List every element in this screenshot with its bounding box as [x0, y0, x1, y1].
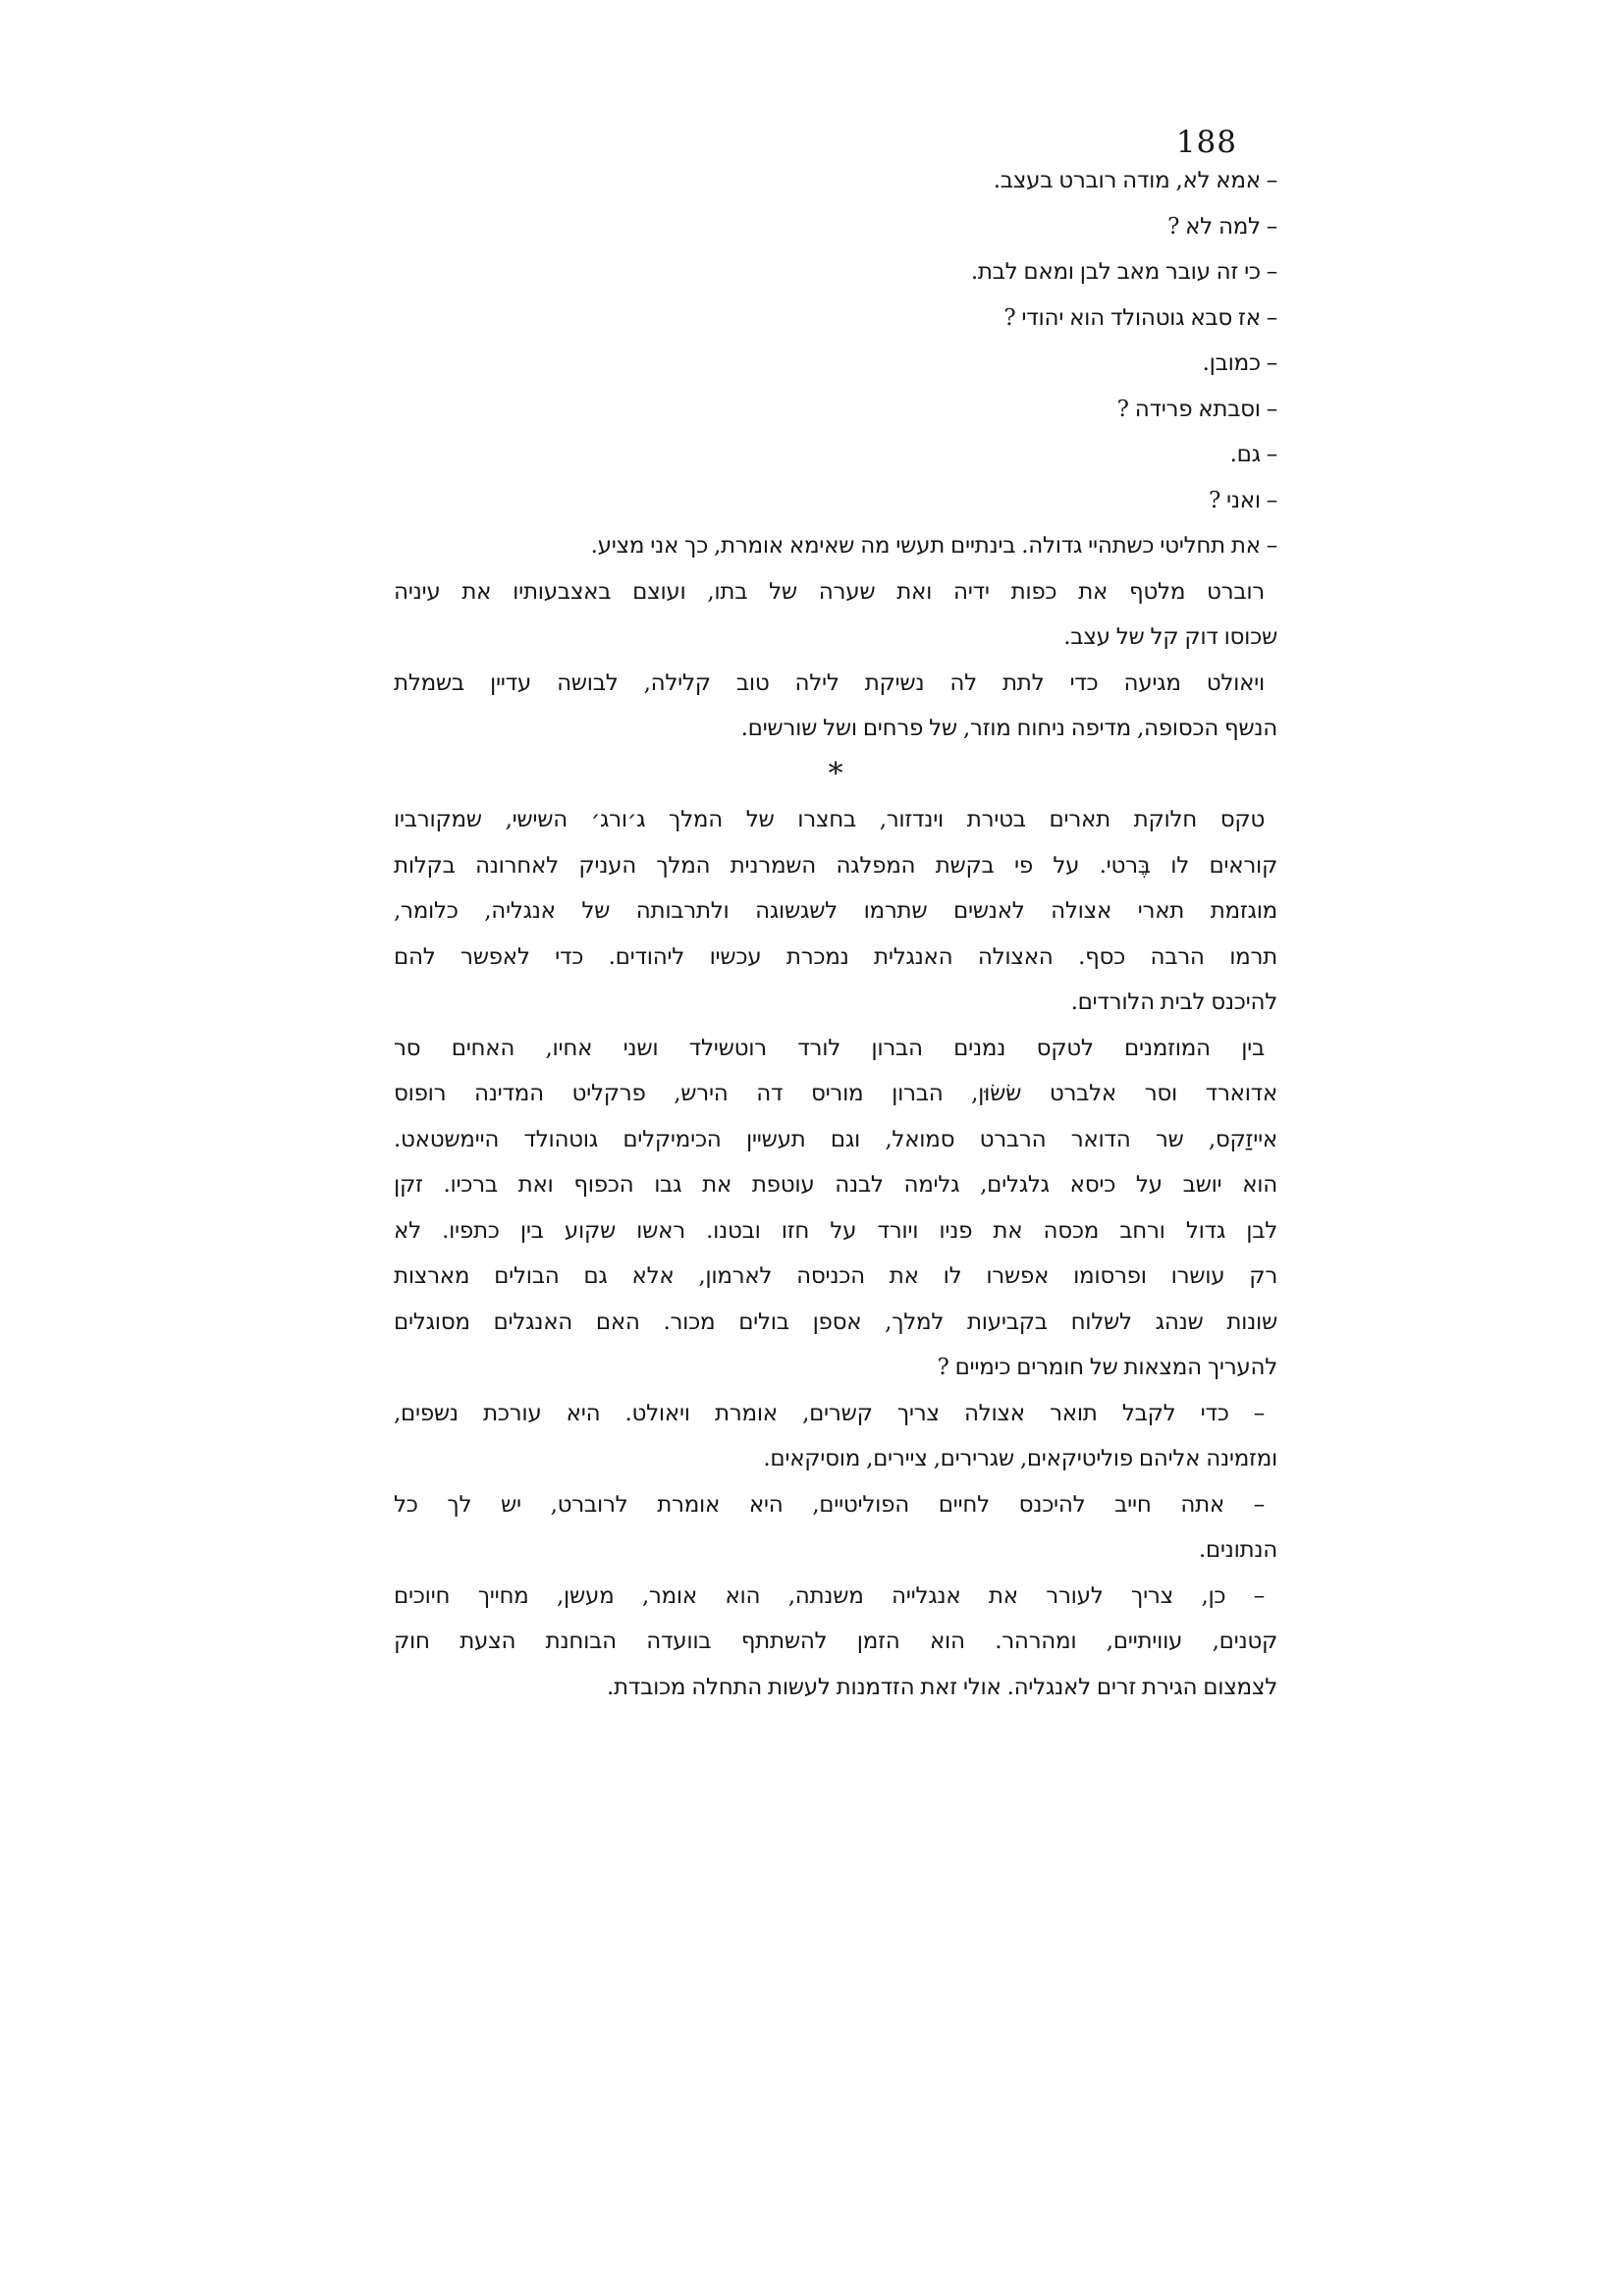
text-line: לצמצום הגירת זרים לאנגליה. אולי זאת הזדמנות לעשות התחלה מכובדת.: [606, 1674, 1277, 1700]
page-text: [394, 158, 1277, 1710]
text-line: תרמו הרבה כסף. האצולה האנגלית נמכרת עכשיו ליהודים. כדי לאפשר להם: [394, 943, 1277, 970]
text-line: – כי זה עובר מאב לבן ומאם לבת.: [970, 259, 1277, 285]
text-line: קוראים לו בֶּרטי. על פי בקשת המפלגה השמרנית המלך העניק לאחרונה בקלות: [394, 852, 1277, 879]
text-line: בין המוזמנים לטקס נמנים הברון לורד רוטשילד ושני אחיו, האחים סר: [394, 1035, 1265, 1061]
text-line: – את תחליטי כשתהיי גדולה. בינתיים תעשי מה שאימא אומרת, כך אני מציע.: [590, 533, 1277, 559]
text-line: – כמובן.: [1202, 350, 1277, 376]
text-line: רק עושרו ופרסומו אפשרו לו את הכניסה לארמון, אלא גם הבולים מארצות: [394, 1263, 1277, 1289]
text-line: שכוסו דוק קל של עצב.: [1063, 624, 1277, 650]
text-line: – כן, צריך לעורר את אנגלייה משנתה, הוא אומר, מעשן, מחייך חיוכים: [394, 1582, 1265, 1609]
text-line: קטנים, עוויתיים, ומהרהר. הוא הזמן להשתתף בוועדה הבוחנת הצעת חוק: [394, 1629, 1277, 1654]
text-line: הנתונים.: [1198, 1537, 1277, 1563]
section-divider-asterisk: *: [828, 756, 843, 791]
text-line: – וסבתא פרידה ?: [1116, 396, 1277, 422]
text-line: – גם.: [1229, 442, 1277, 467]
page-number: 188: [1175, 125, 1237, 160]
text-line: להעריך המצאות של חומרים כימיים ?: [937, 1355, 1277, 1380]
text-line: טקס חלוקת תארים בטירת וינדזור, בחצרו של המלך ג׳ורג׳ השישי, שמקורביו: [394, 807, 1265, 832]
text-line: מוגזמת תארי אצולה לאנשים שתרמו לשגשוגה ולתרבותה של אנגליה, כלומר,: [394, 898, 1277, 924]
text-line: – כדי לקבל תואר אצולה צריך קשרים, אומרת ויאולט. היא עורכת נשפים,: [394, 1400, 1265, 1426]
text-line: אייזַקס, שר הדואר הרברט סמואל, וגם תעשיין הכימיקלים גוטהולד היימשטאט.: [394, 1126, 1277, 1152]
text-line: – ואני ?: [1208, 487, 1277, 513]
text-line: ויאולט מגיעה כדי לתת לה נשיקת לילה טוב קלילה, לבושה עדיין בשמלת: [394, 669, 1265, 696]
text-line: הוא יושב על כיסא גלגלים, גלימה לבנה עוטפת את גבו הכפוף ואת ברכיו. זקן: [394, 1172, 1277, 1198]
text-line: להיכנס לבית הלורדים.: [1070, 989, 1277, 1015]
text-line: – אז סבא גוטהולד הוא יהודי ?: [1003, 304, 1277, 331]
text-line: – אמא לא, מודה רוברט בעצב.: [993, 168, 1277, 193]
text-line: רוברט מלטף את כפות ידיה ואת שערה של בתו, ועוצם באצבעותיו את עיניה: [394, 578, 1265, 605]
text-line: ומזמינה אליהם פוליטיקאים, שגרירים, ציירים, מוסיקאים.: [763, 1446, 1277, 1471]
text-line: לבן גדול ורחב מכסה את פניו ויורד על חזו ובטנו. ראשו שקוע בין כתפיו. לא: [394, 1217, 1277, 1244]
text-line: הנשף הכסופה, מדיפה ניחוח מוזר, של פרחים ושל שורשים.: [740, 716, 1277, 741]
text-line: אדוארד וסר אלברט שׂשׂוּן, הברון מוריס דה הירש, פרקליט המדינה רופוס: [394, 1081, 1277, 1106]
text-line: – למה לא ?: [1167, 213, 1277, 240]
text-line: שונות שנהג לשלוח בקביעות למלך, אספן בולים מכור. האם האנגלים מסוגלים: [394, 1308, 1277, 1335]
text-line: – אתה חייב להיכנס לחיים הפוליטיים, היא אומרת לרוברט, יש לך כל: [394, 1491, 1265, 1518]
